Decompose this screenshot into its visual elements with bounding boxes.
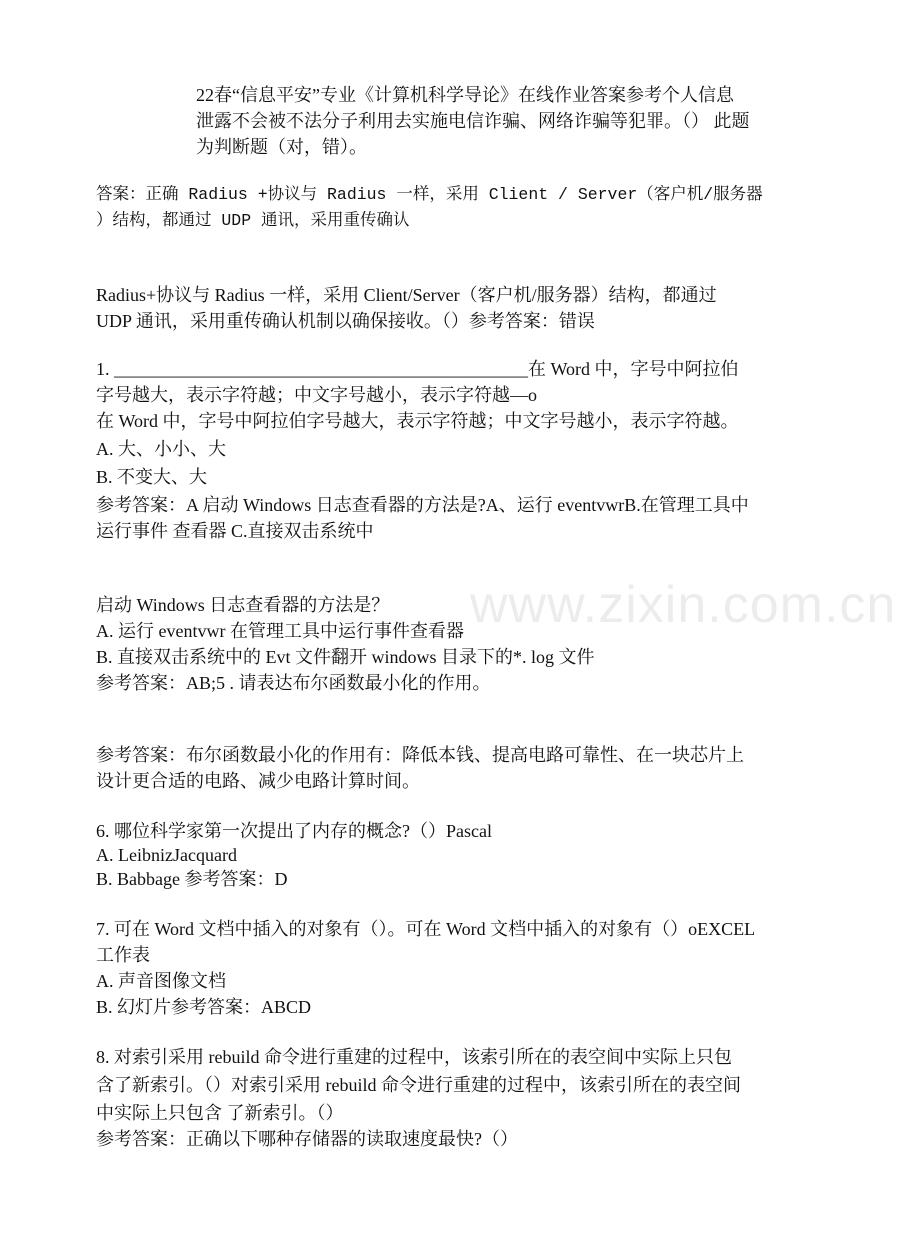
question-1-option-b: B. 不变大、大 [96, 467, 208, 487]
question-1-option-a: A. 大、小小、大 [96, 439, 226, 459]
question-1-answer-line-1: 参考答案：A 启动 Windows 日志查看器的方法是?A、运行 eventvwrB.在管理工具中 [96, 495, 749, 515]
question-8-line-3: 中实际上只包含 了新索引。（） [96, 1103, 344, 1123]
question-7-option-b: B. 幻灯片参考答案：ABCD [96, 997, 312, 1017]
eventlog-answer: 参考答案：AB;5 . 请表达布尔函数最小化的作用。 [96, 673, 491, 693]
boolean-answer-line-1: 参考答案：布尔函数最小化的作用有：降低本钱、提高电路可靠性、在一块芯片上 [96, 745, 744, 765]
question-8-line-1: 8. 对索引采用 rebuild 命令进行重建的过程中，该索引所在的表空间中实际上只包 [96, 1047, 732, 1067]
question-6-line-1: 6. 哪位科学家第一次提出了内存的概念?（）Pascal [96, 821, 492, 841]
question-7-option-a: A. 声音图像文档 [96, 971, 226, 991]
question-7-line-1: 7. 可在 Word 文档中插入的对象有（）。可在 Word 文档中插入的对象有（）oEXCEL [96, 919, 756, 939]
intro-line-3: 为判断题（对，错）。 [196, 137, 367, 157]
question-6-option-b: B. Babbage 参考答案：D [96, 869, 288, 889]
radius-line-1: Radius+协议与 Radius 一样，采用 Client/Server（客户机/服务器）结构，都通过 [96, 285, 717, 305]
watermark-text: www.zixin.com.cn [470, 576, 897, 634]
answer-1-line-2: ）结构，都通过 UDP 通讯，采用重传确认 [96, 211, 410, 230]
eventlog-option-b: B. 直接双击系统中的 Evt 文件翻开 windows 目录下的*. log 文件 [96, 647, 595, 667]
answer-1-line-1: 答案：正确 Radius +协议与 Radius 一样，采用 Client / Server（客户机/服务器 [96, 185, 763, 204]
question-8-line-2: 含了新索引。（）对索引采用 rebuild 命令进行重建的过程中，该索引所在的表空间 [96, 1075, 741, 1095]
question-1-answer-line-2: 运行事件 查看器 C.直接双击系统中 [96, 521, 374, 541]
question-6-option-a: A. LeibnizJacquard [96, 845, 237, 865]
question-1-line-1: 1. ______________________________________________在 Word 中，字号中阿拉伯 [96, 359, 739, 379]
question-1-line-3: 在 Word 中，字号中阿拉伯字号越大，表示字符越；中文字号越小，表示字符越。 [96, 411, 739, 431]
boolean-answer-line-2: 设计更合适的电路、减少电路计算时间。 [96, 771, 420, 791]
intro-line-1: 22春“信息平安”专业《计算机科学导论》在线作业答案参考个人信息 [196, 85, 734, 105]
eventlog-option-a: A. 运行 eventvwr 在管理工具中运行事件查看器 [96, 621, 464, 641]
question-7-line-2: 工作表 [96, 945, 150, 965]
radius-line-2: UDP 通讯，采用重传确认机制以确保接收。（）参考答案：错误 [96, 311, 595, 331]
intro-line-2: 泄露不会被不法分子利用去实施电信诈骗、网络诈骗等犯罪。（） 此题 [196, 111, 750, 131]
question-8-answer: 参考答案：正确以下哪种存储器的读取速度最快?（） [96, 1129, 518, 1149]
question-1-line-2: 字号越大，表示字符越；中文字号越小，表示字符越—o [96, 385, 537, 405]
eventlog-question: 启动 Windows 日志查看器的方法是？ [96, 595, 390, 615]
